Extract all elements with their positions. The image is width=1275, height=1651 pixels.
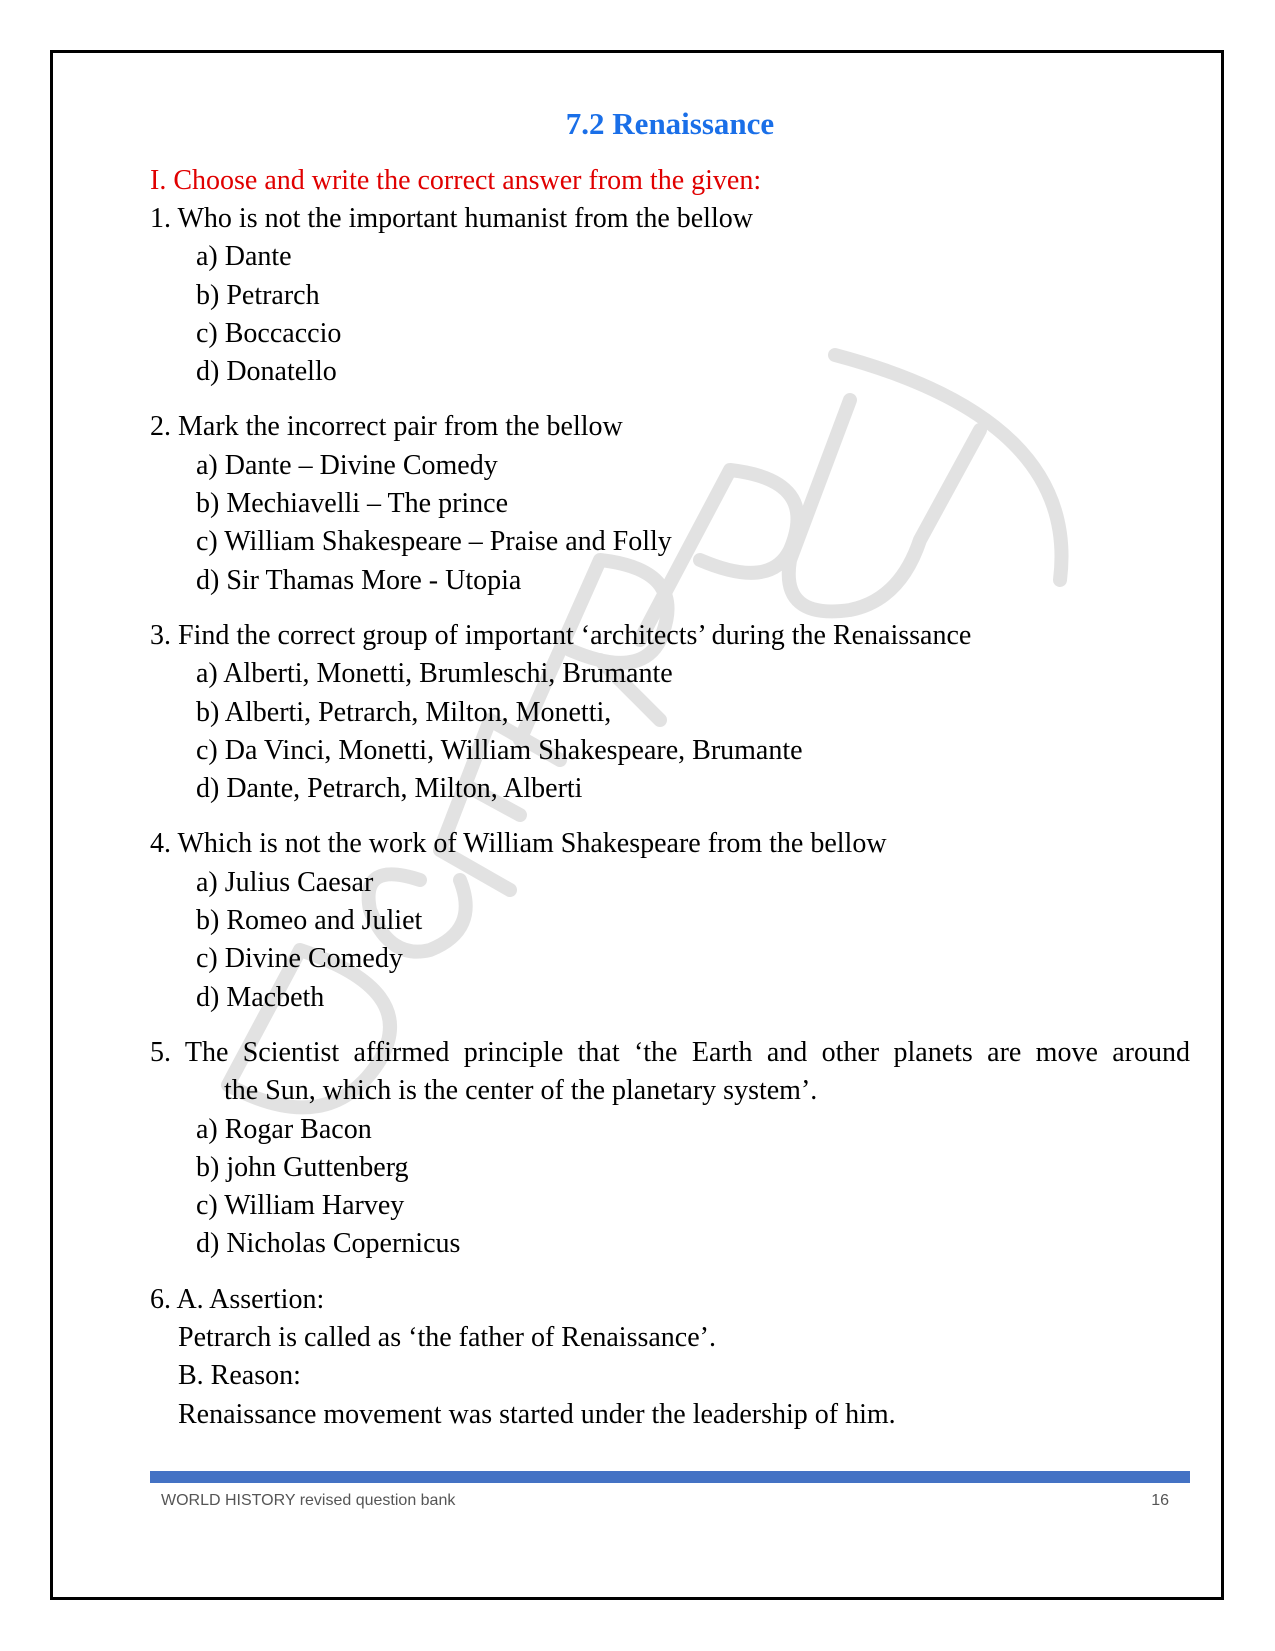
question-text: 1. Who is not the important humanist from the bellow [150,203,753,234]
question-text: 3. Find the correct group of important ‘architects’ during the Renaissance [150,619,972,651]
page-content [150,100,1190,1434]
question-text: 4. Which is not the work of William Shakespeare from the bellow [150,828,887,860]
question-1 [150,200,1190,391]
option-d: d) Sir Thamas More - Utopia [196,564,522,596]
option-d: d) Dante, Petrarch, Milton, Alberti [196,773,583,805]
option-c: c) Da Vinci, Monetti, William Shakespeare, Brumante [196,734,803,766]
section-instruction: I. Choose and write the correct answer from the given: [150,165,762,196]
assertion-text: Petrarch is called as ‘the father of Renaissance’. [178,1322,716,1354]
option-list [150,864,1190,1017]
option-list [150,655,1190,808]
page-title: 7.2 Renaissance [565,106,775,141]
page-number: 16 [1151,1492,1169,1509]
question-text-continuation: the Sun, which is the center of the planetary system’. [224,1075,818,1107]
option-list [150,238,1190,391]
option-b: b) Petrarch [196,279,320,311]
footer-title: WORLD HISTORY revised question bank [161,1492,456,1509]
option-a: a) Alberti, Monetti, Brumleschi, Brumante [196,658,673,690]
option-a: a) Rogar Bacon [196,1113,372,1145]
option-a: a) Dante [196,241,292,273]
option-d: d) Nicholas Copernicus [196,1228,461,1260]
question-3 [150,617,1190,808]
question-2 [150,408,1190,599]
option-b: b) Romeo and Juliet [196,905,423,937]
footer-divider [150,1471,1190,1483]
question-text: 5. The Scientist affirmed principle that ‘the Earth and other planets are move around [150,1036,1190,1068]
option-list [150,447,1190,600]
question-4 [150,825,1190,1016]
option-d: d) Donatello [196,356,337,388]
option-c: c) Divine Comedy [196,943,403,975]
option-c: c) William Harvey [196,1190,405,1222]
question-5 [150,1034,1190,1264]
reason-label: B. Reason: [178,1360,301,1392]
reason-text: Renaissance movement was started under the leadership of him. [178,1398,896,1430]
option-c: c) Boccaccio [196,317,342,349]
option-b: b) Mechiavelli – The prince [196,488,509,520]
option-b: b) john Guttenberg [196,1151,409,1183]
option-list [150,1111,1190,1264]
option-d: d) Macbeth [196,981,325,1013]
option-a: a) Julius Caesar [196,866,374,898]
option-a: a) Dante – Divine Comedy [196,449,498,481]
assertion-label: 6. A. Assertion: [150,1283,325,1315]
option-b: b) Alberti, Petrarch, Milton, Monetti, [196,696,612,728]
option-c: c) William Shakespeare – Praise and Folly [196,526,672,558]
question-list [150,200,1190,1434]
question-text: 2. Mark the incorrect pair from the bellow [150,411,623,443]
question-6 [150,1281,1190,1434]
